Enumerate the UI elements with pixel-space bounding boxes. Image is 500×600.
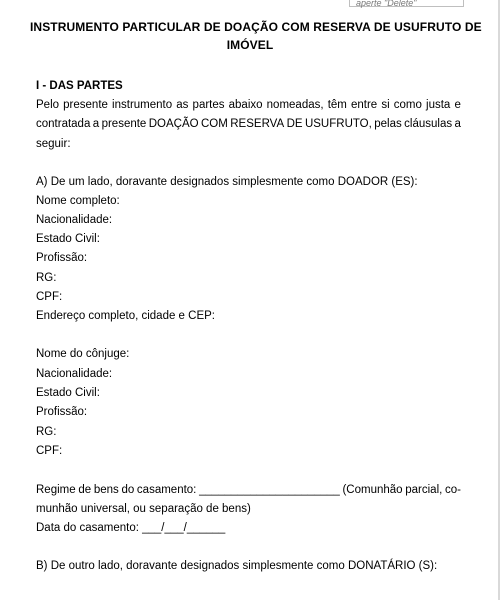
word: e [454, 99, 461, 111]
spouse-name-field: Nome do cônjuge: [36, 348, 130, 360]
spouse-rg-field: RG: [36, 426, 57, 438]
word: parcial, [405, 484, 443, 496]
donor-cpf-field: CPF: [36, 291, 63, 303]
word: COM [201, 118, 228, 130]
donor-nationality-field: Nacionalidade: [36, 214, 113, 226]
word: RESERVA [230, 118, 285, 130]
word: a [454, 118, 461, 130]
word: DE [286, 118, 303, 130]
intro-line-2 [36, 117, 461, 131]
marriage-regime-line-1 [36, 483, 461, 497]
word: justa [426, 99, 451, 111]
word: nomeadas, [266, 99, 324, 111]
word: bens [93, 484, 119, 496]
word: têm [327, 99, 347, 111]
donee-heading: B) De outro lado, doravante designados simplesmente como DONATÁRIO (S): [36, 560, 438, 572]
donor-profession-field: Profissão: [36, 252, 88, 264]
spouse-nationality-field: Nacionalidade: [36, 368, 113, 380]
word: instrumento [112, 99, 173, 111]
donor-full-name-field: Nome completo: [36, 195, 120, 207]
word: do [121, 484, 135, 496]
spouse-civil-status-field: Estado Civil: [36, 387, 100, 399]
marriage-date-field: Data do casamento: ___/___/______ [36, 522, 226, 534]
word: ______________________ [199, 484, 340, 496]
word: as [176, 99, 189, 111]
delete-hint: aperte "Delete" [356, 0, 417, 8]
word: como [393, 99, 422, 111]
word: si [381, 99, 390, 111]
document-title-line1: INSTRUMENTO PARTICULAR DE DOAÇÃO COM RESERVA DE USUFRUTO DE [30, 20, 482, 34]
intro-line-3: seguir: [36, 138, 71, 150]
word: presente [63, 99, 108, 111]
word: a [92, 118, 100, 130]
spouse-profession-field: Profissão: [36, 406, 88, 418]
word: contratada [36, 118, 91, 130]
word: Regime [36, 484, 76, 496]
intro-line-1 [36, 98, 461, 112]
donor-address-field: Endereço completo, cidade e CEP: [36, 310, 215, 322]
word: de [78, 484, 92, 496]
word: cláusulas [404, 118, 453, 130]
word: partes [192, 99, 225, 111]
word: USUFRUTO, [304, 118, 372, 130]
word: pelas [374, 118, 402, 130]
section-heading-parties: I - DAS PARTES [36, 80, 123, 92]
donor-heading: A) De um lado, doravante designados simplesmente como DOADOR (ES): [36, 176, 418, 188]
word: Pelo [36, 99, 60, 111]
word: co- [445, 484, 461, 496]
word: abaixo [228, 99, 263, 111]
spouse-cpf-field: CPF: [36, 445, 63, 457]
donor-rg-field: RG: [36, 272, 57, 284]
marriage-regime-line-2: munhão universal, ou separação de bens) [36, 503, 251, 515]
word: casamento: [136, 484, 197, 496]
word: (Comunhão [342, 484, 403, 496]
word: entre [350, 99, 378, 111]
donor-civil-status-field: Estado Civil: [36, 233, 100, 245]
document-title-line2: IMÓVEL [226, 38, 274, 52]
word: DOAÇÃO [148, 118, 199, 130]
word: presente [101, 118, 147, 130]
